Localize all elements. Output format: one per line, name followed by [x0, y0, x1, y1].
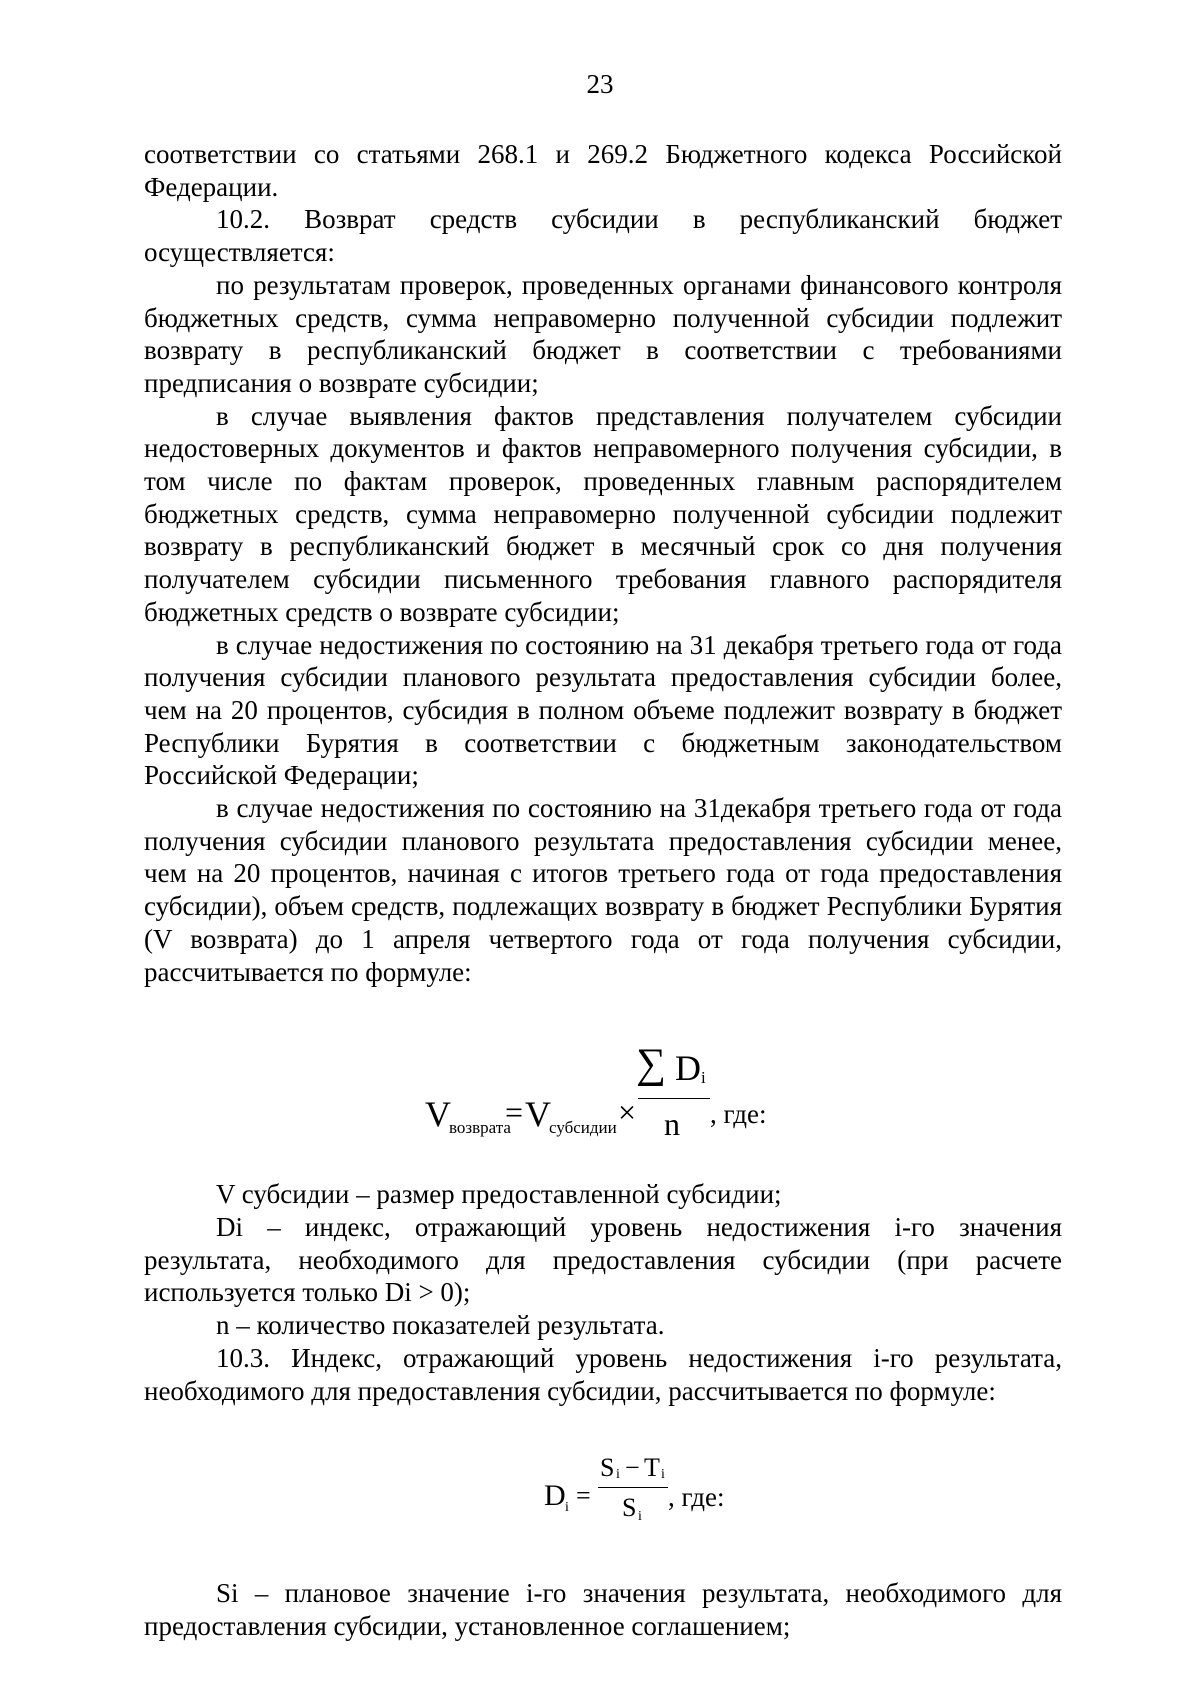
paragraphs-bottom [144, 1577, 1062, 1642]
formula1-equals: = [505, 1094, 524, 1131]
formula1-d-sub: i [701, 1068, 706, 1088]
formula1-sum-sign: ∑ [636, 1041, 666, 1088]
formula1-v-subsidy: V [525, 1094, 551, 1135]
paragraph: соответствии со статьями 268.1 и 269.2 Бюджетного кодекса Российской Федерации. [144, 139, 1062, 202]
formula-return-volume [144, 988, 1062, 1178]
formula-index [144, 1407, 1062, 1577]
formula1-fraction-line [638, 1098, 710, 1099]
formula1-times: × [618, 1094, 637, 1131]
formula1-d: D [675, 1048, 701, 1089]
formula2-s-den: S [622, 1493, 637, 1523]
formula2-t-sub: i [661, 1467, 665, 1483]
page-number: 23 [586, 69, 614, 99]
formula2-s-num: S [600, 1453, 615, 1483]
formula2-fraction-line [598, 1487, 668, 1488]
paragraph: в случае выявления фактов представления получателем субсидии недостоверных документов и фактов неправомерного получения субсидии, в том числе по фактам проверок, проведенных главным распорядителем бюджетных средств, сумма неправомерно полученной субсидии подлежит возврату в республиканский бюджет в месячный срок со дня получения получателем субсидии письменного требования главного распорядителя бюджетных средств о возврате субсидии; [144, 400, 1062, 627]
paragraphs-middle [144, 1178, 1062, 1407]
formula1-n: n [664, 1106, 680, 1143]
formula2-d-sub: i [565, 1500, 569, 1516]
formula2-minus: − [625, 1453, 640, 1483]
formula2-t: T [644, 1453, 660, 1483]
paragraph: V субсидии – размер предоставленной субсидии; [216, 1179, 782, 1210]
paragraph: Di – индекс, отражающий уровень недостижения i-го значения результата, необходимого для предоставления субсидии (при расчете используется только Di > 0); [144, 1211, 1062, 1308]
formula1-sub-return: возврата [449, 1118, 511, 1138]
paragraph: в случае недостижения по состоянию на 31декабря третьего года от года получения субсидии планового результата предоставления субсидии менее, чем на 20 процентов, начиная с итогов третьего года от года предоставления субсидии), объем средств, подлежащих возврату в бюджет Республики Бурятия (V возврата) до 1 апреля четвертого года от года получения субсидии, рассчитывается по формуле: [144, 793, 1062, 987]
formula1-sub-subsidy: субсидии [549, 1118, 617, 1138]
formula2-equals: = [576, 1481, 591, 1511]
formula2-s-num-sub: i [616, 1467, 620, 1483]
paragraph: n – количество показателей результата. [216, 1310, 665, 1341]
paragraph: по результатам проверок, проведенных органами финансового контроля бюджетных средств, сумма неправомерно полученной субсидии подлежит возврату в республиканский бюджет в соответствии с требованиями предписания о возврате субсидии; [144, 269, 1062, 398]
paragraph: Si – плановое значение i-го значения результата, необходимого для предоставления субсидии, установленное соглашением; [144, 1578, 1062, 1641]
formula2-where: , где: [668, 1482, 725, 1513]
paragraph: 10.2. Возврат средств субсидии в республиканский бюджет осуществляется: [144, 204, 1062, 268]
document-body [144, 138, 1062, 1643]
formula2-d: D [544, 1479, 566, 1513]
formula1-v-return: V [425, 1094, 451, 1135]
paragraphs-top [144, 138, 1062, 988]
formula2-s-den-sub: i [638, 1509, 642, 1525]
paragraph: в случае недостижения по состоянию на 31 декабря третьего года от года получения субсидии планового результата предоставления субсидии более, чем на 20 процентов, субсидия в полном объеме подлежит возврату в бюджет Республики Бурятия в соответствии с бюджетным законодательством Российской Федерации; [144, 629, 1062, 791]
formula1-where: , где: [710, 1099, 767, 1130]
paragraph: 10.3. Индекс, отражающий уровень недостижения i-го результата, необходимого для предоставления субсидии, рассчитывается по формуле: [144, 1342, 1062, 1406]
